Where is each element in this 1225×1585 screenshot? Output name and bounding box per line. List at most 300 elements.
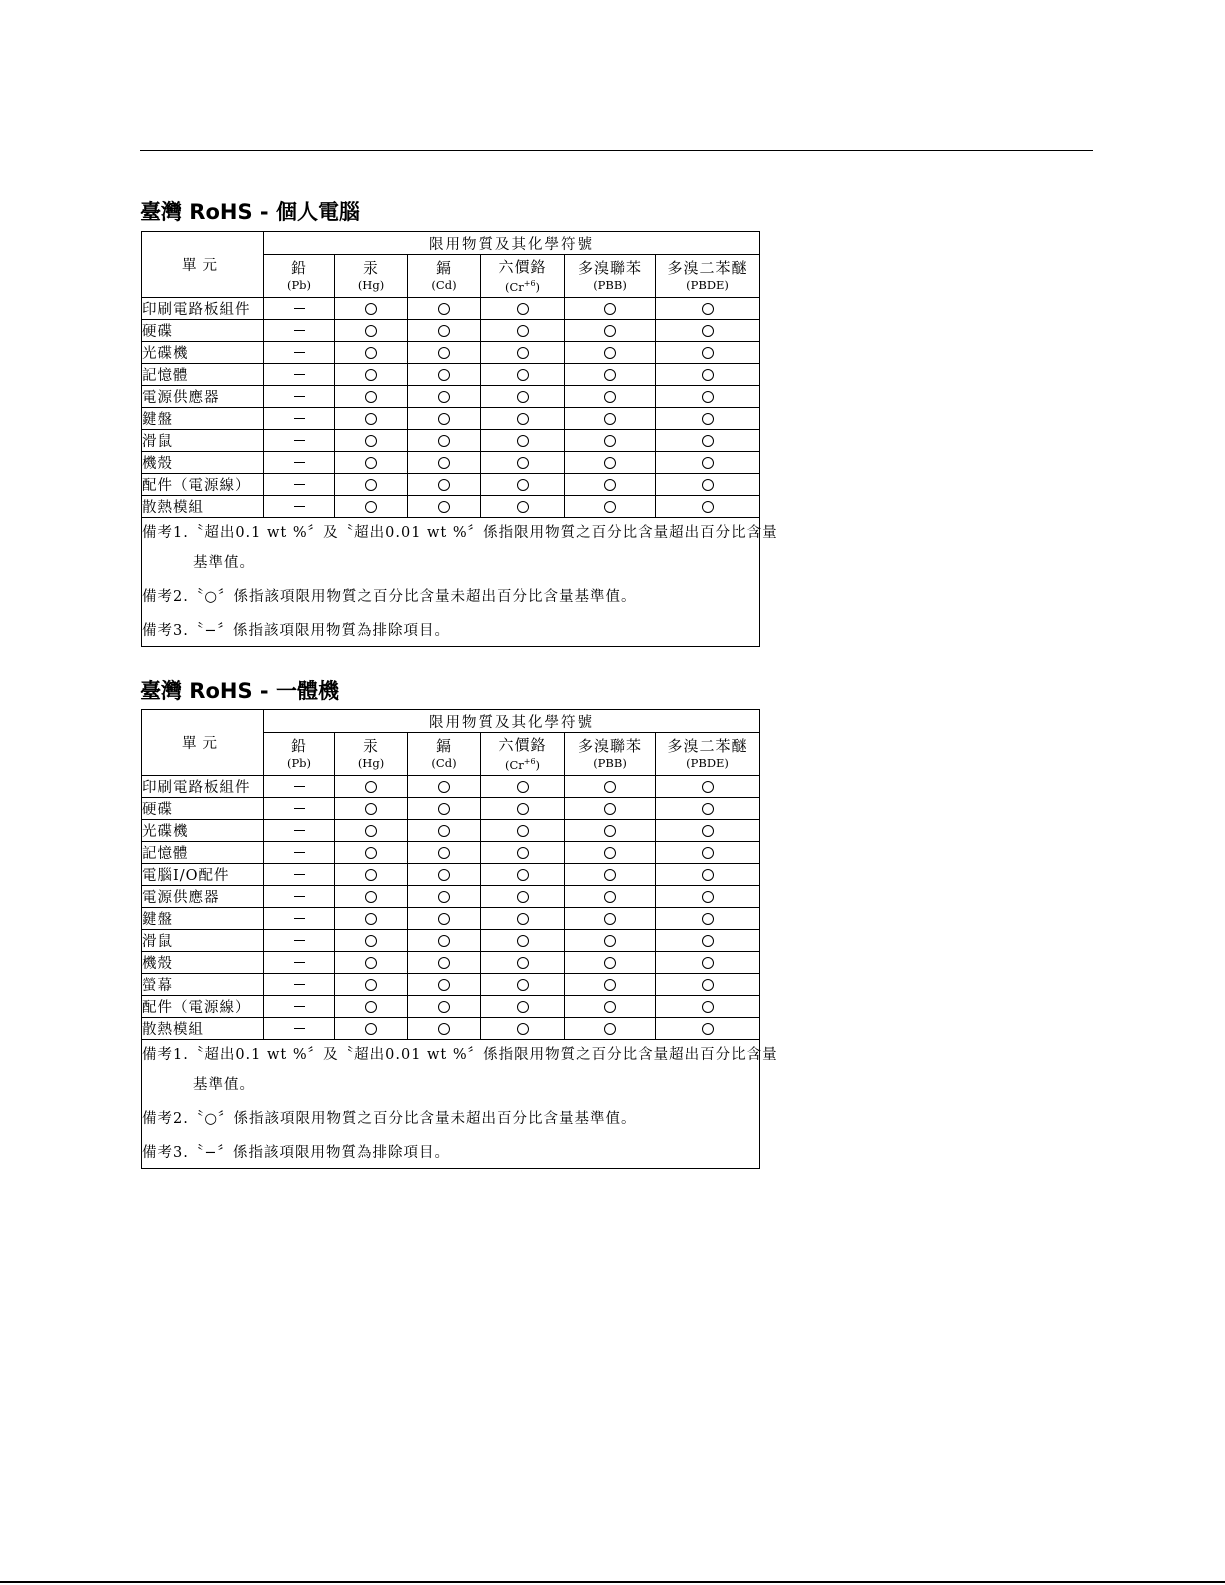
circle-icon [517, 825, 529, 837]
status-cell [481, 952, 565, 974]
circle-icon [604, 347, 616, 359]
circle-icon [438, 957, 450, 969]
table-row [142, 930, 760, 952]
status-cell [264, 364, 335, 386]
circle-icon [702, 303, 714, 315]
note-2: 備考2.〝○〞係指該項限用物質之百分比含量未超出百分比含量基準值。 [142, 1111, 637, 1127]
notes-cell [142, 518, 778, 647]
circle-icon [604, 391, 616, 403]
status-cell [481, 1018, 565, 1040]
dash-icon [294, 962, 305, 963]
substance-symbol [264, 277, 334, 293]
substance-header [264, 733, 335, 776]
status-cell [408, 864, 481, 886]
table-row [142, 952, 760, 974]
component-name: 滑鼠 [142, 430, 264, 452]
substance-symbol [264, 755, 334, 771]
table-row [142, 886, 760, 908]
circle-icon [365, 869, 377, 881]
header-row [142, 710, 760, 733]
component-name: 配件（電源線） [142, 474, 264, 496]
status-cell [481, 408, 565, 430]
status-cell [264, 342, 335, 364]
circle-icon [604, 825, 616, 837]
circle-icon [438, 979, 450, 991]
status-cell [565, 452, 656, 474]
substance-symbol-text: (PBB) [593, 278, 627, 292]
status-cell [335, 364, 408, 386]
circle-icon [438, 303, 450, 315]
status-cell [481, 974, 565, 996]
component-name: 硬碟 [142, 320, 264, 342]
status-cell [656, 842, 760, 864]
note-1: 備考1.〝超出0.1 wt %〞及〝超出0.01 wt %〞係指限用物質之百分比含量超出百分比含量 [142, 1047, 778, 1063]
circle-icon [604, 369, 616, 381]
circle-icon [438, 1001, 450, 1013]
substance-symbol [335, 277, 407, 293]
dash-icon [294, 352, 305, 353]
circle-icon [702, 369, 714, 381]
status-cell [481, 864, 565, 886]
status-cell [565, 496, 656, 518]
status-cell [565, 474, 656, 496]
section-title-pc: 臺灣 RoHS - 個人電腦 [140, 200, 360, 224]
circle-icon [604, 935, 616, 947]
substance-header [335, 255, 408, 298]
table-row [142, 430, 760, 452]
status-cell [264, 320, 335, 342]
status-cell [481, 298, 565, 320]
status-cell [408, 1018, 481, 1040]
status-cell [264, 908, 335, 930]
substance-name: 汞 [362, 737, 379, 755]
circle-icon [604, 891, 616, 903]
component-name: 機殼 [142, 952, 264, 974]
circle-icon [517, 391, 529, 403]
status-cell [335, 496, 408, 518]
substance-header [408, 255, 481, 298]
status-cell [656, 974, 760, 996]
status-cell [264, 996, 335, 1018]
substance-symbol-text: (PBDE) [686, 278, 729, 292]
status-cell [656, 298, 760, 320]
circle-icon [702, 847, 714, 859]
circle-icon [604, 457, 616, 469]
status-cell [656, 342, 760, 364]
footer-rule [0, 1581, 1225, 1583]
restricted-substances-header: 限用物質及其化學符號 [264, 232, 760, 255]
unit-header: 單元 [142, 710, 264, 776]
status-cell [481, 474, 565, 496]
status-cell [335, 386, 408, 408]
dash-icon [294, 396, 305, 397]
status-cell [408, 298, 481, 320]
circle-icon [365, 803, 377, 815]
status-cell [565, 864, 656, 886]
circle-icon [702, 979, 714, 991]
status-cell [335, 908, 408, 930]
circle-icon [438, 369, 450, 381]
circle-icon [365, 935, 377, 947]
status-cell [656, 320, 760, 342]
status-cell [264, 886, 335, 908]
component-name: 鍵盤 [142, 408, 264, 430]
component-name: 電腦I/O配件 [142, 864, 264, 886]
substance-name: 汞 [362, 259, 379, 277]
substance-name: 多溴聯苯 [577, 259, 642, 277]
table-row [142, 776, 760, 798]
substance-symbol-sup: +6 [523, 756, 536, 766]
circle-icon [517, 957, 529, 969]
status-cell [481, 996, 565, 1018]
circle-icon [438, 347, 450, 359]
circle-icon [702, 479, 714, 491]
note-3: 備考3.〝−〞係指該項限用物質為排除項目。 [142, 623, 450, 639]
circle-icon [365, 303, 377, 315]
substance-header [481, 733, 565, 776]
status-cell [565, 930, 656, 952]
note-2: 備考2.〝○〞係指該項限用物質之百分比含量未超出百分比含量基準值。 [142, 589, 637, 605]
circle-icon [438, 457, 450, 469]
circle-icon [702, 781, 714, 793]
table-row [142, 298, 760, 320]
circle-icon [438, 479, 450, 491]
circle-icon [365, 957, 377, 969]
circle-icon [604, 913, 616, 925]
circle-icon [438, 935, 450, 947]
status-cell [565, 886, 656, 908]
substance-symbol-text: (Hg) [357, 756, 385, 770]
status-cell [656, 430, 760, 452]
circle-icon [438, 869, 450, 881]
circle-icon [365, 1023, 377, 1035]
circle-icon [438, 781, 450, 793]
substance-symbol-sup: +6 [523, 278, 536, 288]
circle-icon [365, 347, 377, 359]
note-1-continued [142, 1070, 759, 1100]
circle-icon [604, 325, 616, 337]
component-name: 散熱模組 [142, 496, 264, 518]
dash-icon [294, 374, 305, 375]
circle-icon [604, 957, 616, 969]
substance-symbol [656, 755, 759, 771]
circle-icon [438, 825, 450, 837]
substance-symbol-text: (Pb) [286, 756, 312, 770]
circle-icon [517, 869, 529, 881]
status-cell [481, 430, 565, 452]
status-cell [335, 820, 408, 842]
status-cell [481, 820, 565, 842]
status-cell [335, 474, 408, 496]
component-name: 光碟機 [142, 342, 264, 364]
component-name: 鍵盤 [142, 908, 264, 930]
table-row [142, 996, 760, 1018]
status-cell [481, 496, 565, 518]
dash-icon [294, 852, 305, 853]
status-cell [264, 474, 335, 496]
circle-icon [702, 803, 714, 815]
status-cell [335, 952, 408, 974]
substance-name: 多溴二苯醚 [667, 259, 748, 277]
circle-icon [517, 457, 529, 469]
status-cell [408, 820, 481, 842]
status-cell [565, 298, 656, 320]
circle-icon [365, 825, 377, 837]
status-cell [264, 864, 335, 886]
circle-icon [702, 457, 714, 469]
circle-icon [702, 825, 714, 837]
substance-symbol [565, 755, 655, 771]
status-cell [408, 886, 481, 908]
component-name: 印刷電路板組件 [142, 298, 264, 320]
circle-icon [702, 869, 714, 881]
dash-icon [294, 308, 305, 309]
status-cell [656, 386, 760, 408]
status-cell [565, 908, 656, 930]
dash-icon [294, 440, 305, 441]
status-cell [481, 342, 565, 364]
circle-icon [702, 913, 714, 925]
status-cell [264, 842, 335, 864]
circle-icon [702, 391, 714, 403]
note-1-continued [142, 548, 759, 578]
substance-symbol-close: ) [535, 757, 541, 772]
status-cell [264, 776, 335, 798]
status-cell [408, 408, 481, 430]
circle-icon [604, 479, 616, 491]
circle-icon [604, 847, 616, 859]
circle-icon [604, 1023, 616, 1035]
table-row [142, 342, 760, 364]
table-row [142, 320, 760, 342]
substance-name: 六價鉻 [498, 735, 547, 754]
circle-icon [604, 803, 616, 815]
status-cell [565, 408, 656, 430]
substance-symbol [408, 277, 480, 293]
status-cell [408, 474, 481, 496]
status-cell [408, 952, 481, 974]
status-cell [481, 386, 565, 408]
circle-icon [438, 391, 450, 403]
circle-icon [604, 1001, 616, 1013]
substance-header [565, 733, 656, 776]
status-cell [565, 952, 656, 974]
status-cell [408, 320, 481, 342]
circle-icon [702, 1023, 714, 1035]
status-cell [264, 298, 335, 320]
circle-icon [517, 803, 529, 815]
status-cell [565, 798, 656, 820]
substance-header [408, 733, 481, 776]
status-cell [335, 408, 408, 430]
status-cell [408, 930, 481, 952]
substance-header [565, 255, 656, 298]
circle-icon [438, 891, 450, 903]
status-cell [408, 386, 481, 408]
status-cell [481, 908, 565, 930]
dash-icon [294, 940, 305, 941]
status-cell [408, 908, 481, 930]
circle-icon [604, 501, 616, 513]
table-row [142, 408, 760, 430]
circle-icon [604, 413, 616, 425]
substance-symbol-text: (Cd) [431, 278, 457, 292]
status-cell [335, 320, 408, 342]
circle-icon [438, 1023, 450, 1035]
circle-icon [702, 501, 714, 513]
status-cell [335, 342, 408, 364]
status-cell [335, 1018, 408, 1040]
circle-icon [517, 435, 529, 447]
unit-header: 單元 [142, 232, 264, 298]
status-cell [335, 452, 408, 474]
dash-icon [294, 418, 305, 419]
dash-icon [294, 918, 305, 919]
dash-icon [294, 984, 305, 985]
status-cell [481, 452, 565, 474]
substance-symbol [481, 754, 564, 773]
circle-icon [365, 979, 377, 991]
status-cell [656, 408, 760, 430]
status-cell [656, 930, 760, 952]
substance-symbol-text: (Cd) [431, 756, 457, 770]
status-cell [656, 952, 760, 974]
status-cell [656, 776, 760, 798]
status-cell [335, 298, 408, 320]
status-cell [565, 386, 656, 408]
circle-icon [365, 369, 377, 381]
status-cell [656, 798, 760, 820]
status-cell [408, 974, 481, 996]
status-cell [408, 452, 481, 474]
circle-icon [517, 1001, 529, 1013]
substance-symbol-text: (PBDE) [686, 756, 729, 770]
substance-name: 多溴聯苯 [577, 737, 642, 755]
circle-icon [702, 435, 714, 447]
table-row [142, 798, 760, 820]
status-cell [481, 886, 565, 908]
notes-row [142, 518, 760, 647]
circle-icon [702, 935, 714, 947]
status-cell [565, 776, 656, 798]
circle-icon [517, 979, 529, 991]
status-cell [656, 908, 760, 930]
circle-icon [438, 325, 450, 337]
status-cell [565, 430, 656, 452]
dash-icon [294, 330, 305, 331]
status-cell [656, 452, 760, 474]
circle-icon [517, 501, 529, 513]
status-cell [335, 430, 408, 452]
status-cell [565, 1018, 656, 1040]
substance-symbol [335, 755, 407, 771]
component-name: 電源供應器 [142, 886, 264, 908]
circle-icon [517, 369, 529, 381]
status-cell [264, 952, 335, 974]
circle-icon [365, 501, 377, 513]
substance-name: 鉛 [290, 259, 307, 277]
substance-symbol-text: (Cr [504, 757, 524, 772]
substance-name: 鎘 [435, 259, 452, 277]
status-cell [565, 974, 656, 996]
circle-icon [604, 435, 616, 447]
status-cell [408, 342, 481, 364]
substance-name: 六價鉻 [498, 257, 547, 276]
substance-name: 鎘 [435, 737, 452, 755]
dash-icon [294, 462, 305, 463]
substance-header [656, 733, 760, 776]
substance-header [264, 255, 335, 298]
status-cell [565, 364, 656, 386]
component-name: 記憶體 [142, 364, 264, 386]
circle-icon [517, 891, 529, 903]
status-cell [656, 364, 760, 386]
rohs-table-aio [141, 709, 778, 1169]
status-cell [264, 798, 335, 820]
dash-icon [294, 1028, 305, 1029]
status-cell [264, 974, 335, 996]
substance-symbol-close: ) [535, 279, 541, 294]
status-cell [481, 320, 565, 342]
circle-icon [517, 847, 529, 859]
status-cell [335, 864, 408, 886]
circle-icon [438, 435, 450, 447]
substance-header [335, 733, 408, 776]
dash-icon [294, 896, 305, 897]
status-cell [656, 496, 760, 518]
circle-icon [365, 781, 377, 793]
table-row [142, 864, 760, 886]
substance-symbol-text: (Hg) [357, 278, 385, 292]
notes-cell [142, 1040, 778, 1169]
status-cell [565, 842, 656, 864]
table-row [142, 474, 760, 496]
circle-icon [517, 781, 529, 793]
dash-icon [294, 830, 305, 831]
table-row [142, 364, 760, 386]
dash-icon [294, 1006, 305, 1007]
circle-icon [365, 891, 377, 903]
status-cell [408, 430, 481, 452]
dash-icon [294, 506, 305, 507]
circle-icon [438, 847, 450, 859]
circle-icon [604, 303, 616, 315]
status-cell [565, 820, 656, 842]
circle-icon [365, 413, 377, 425]
circle-icon [702, 413, 714, 425]
status-cell [656, 820, 760, 842]
table-row [142, 386, 760, 408]
circle-icon [438, 413, 450, 425]
section-title-aio: 臺灣 RoHS - 一體機 [140, 679, 339, 703]
substance-symbol [565, 277, 655, 293]
status-cell [565, 996, 656, 1018]
component-name: 機殼 [142, 452, 264, 474]
status-cell [408, 364, 481, 386]
dash-icon [294, 808, 305, 809]
restricted-substances-header: 限用物質及其化學符號 [264, 710, 760, 733]
circle-icon [365, 913, 377, 925]
status-cell [264, 408, 335, 430]
status-cell [335, 886, 408, 908]
component-name: 印刷電路板組件 [142, 776, 264, 798]
circle-icon [365, 847, 377, 859]
circle-icon [365, 1001, 377, 1013]
header-row [142, 232, 760, 255]
circle-icon [702, 325, 714, 337]
dash-icon [294, 484, 305, 485]
status-cell [335, 842, 408, 864]
